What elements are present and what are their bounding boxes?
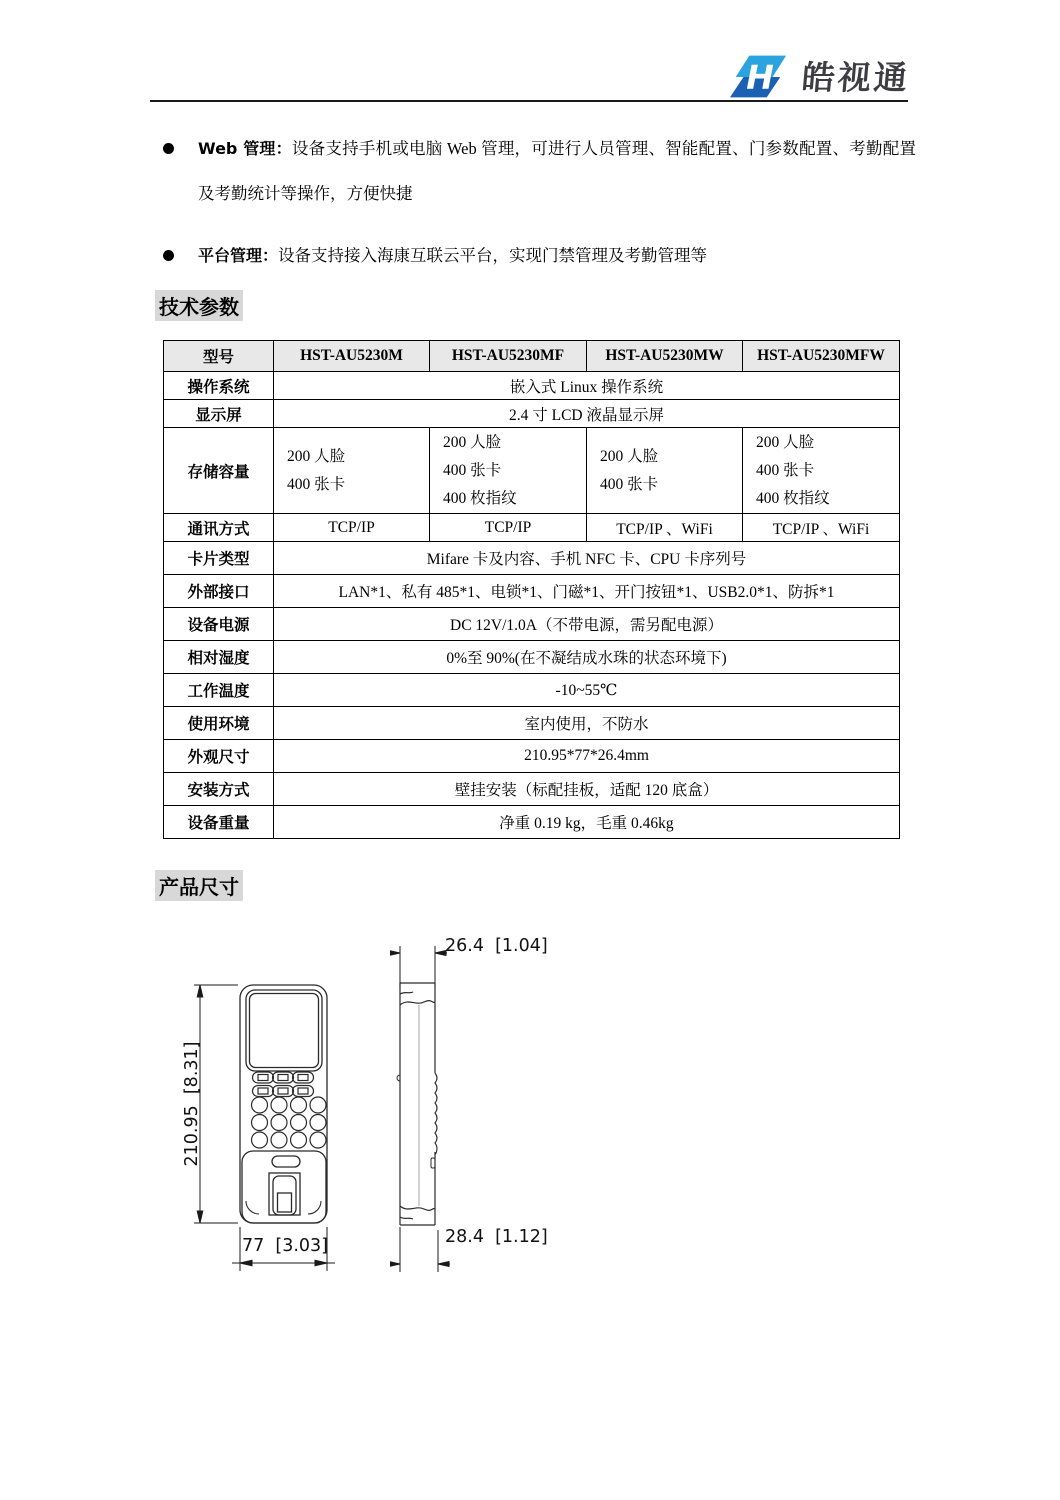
feature-text: 设备支持接入海康互联云平台，实现门禁管理及考勤管理等 bbox=[278, 246, 708, 265]
bullet-icon bbox=[163, 250, 174, 261]
feature-list bbox=[150, 126, 916, 295]
row-value: TCP/IP bbox=[430, 514, 587, 542]
bullet-icon bbox=[163, 143, 174, 154]
row-value bbox=[587, 428, 743, 514]
spec-table bbox=[163, 340, 900, 839]
row-label: 显示屏 bbox=[164, 400, 274, 428]
storage-line: 200 人脸 bbox=[443, 433, 502, 451]
row-label: 设备电源 bbox=[164, 608, 274, 641]
row-value bbox=[430, 428, 587, 514]
row-value: TCP/IP 、WiFi bbox=[587, 514, 743, 542]
row-value: 2.4 寸 LCD 液晶显示屏 bbox=[274, 400, 900, 428]
row-value bbox=[743, 428, 900, 514]
brand-name: 皓视通 bbox=[800, 58, 912, 97]
row-label: 通讯方式 bbox=[164, 514, 274, 542]
storage-line: 200 人脸 bbox=[287, 447, 346, 465]
storage-line: 200 人脸 bbox=[600, 447, 659, 465]
row-label: 外部接口 bbox=[164, 575, 274, 608]
row-value: 壁挂安装（标配挂板，适配 120 底盒） bbox=[274, 773, 900, 806]
row-value: 0%至 90%(在不凝结成水珠的状态环境下) bbox=[274, 641, 900, 674]
row-label: 卡片类型 bbox=[164, 542, 274, 575]
row-value: -10~55℃ bbox=[274, 674, 900, 707]
table-row bbox=[164, 707, 900, 740]
row-value: Mifare 卡及内容、手机 NFC 卡、CPU 卡序列号 bbox=[274, 542, 900, 575]
table-row bbox=[164, 575, 900, 608]
storage-line: 400 张卡 bbox=[443, 461, 502, 479]
table-row bbox=[164, 400, 900, 428]
feature-text: 设备支持手机或电脑 Web 管理，可进行人员管理、智能配置、门参数配置、考勤配置及考勤统计等操作，方便快捷 bbox=[198, 139, 916, 203]
column-header: HST-AU5230MF bbox=[430, 341, 587, 372]
row-value: LAN*1、私有 485*1、电锁*1、门磁*1、开门按钮*1、USB2.0*1、防拆*1 bbox=[274, 575, 900, 608]
brand-header bbox=[728, 52, 910, 99]
storage-line: 400 张卡 bbox=[287, 475, 346, 493]
storage-line: 400 张卡 bbox=[600, 475, 659, 493]
row-label: 设备重量 bbox=[164, 806, 274, 839]
table-row bbox=[164, 428, 900, 514]
table-row bbox=[164, 542, 900, 575]
section-title-dimensions: 产品尺寸 bbox=[155, 870, 243, 901]
row-value: 室内使用，不防水 bbox=[274, 707, 900, 740]
row-value: 净重 0.19 kg，毛重 0.46kg bbox=[274, 806, 900, 839]
section-title-specs: 技术参数 bbox=[155, 290, 243, 321]
row-value: TCP/IP 、WiFi bbox=[743, 514, 900, 542]
feature-label: Web 管理： bbox=[198, 139, 292, 158]
column-header: HST-AU5230M bbox=[274, 341, 430, 372]
row-label: 相对湿度 bbox=[164, 641, 274, 674]
table-row bbox=[164, 514, 900, 542]
column-header: HST-AU5230MFW bbox=[743, 341, 900, 372]
side-depth-top-dimension: 26.4 [1.04] bbox=[445, 936, 548, 956]
side-view-drawing bbox=[390, 930, 660, 1285]
table-row bbox=[164, 641, 900, 674]
table-row bbox=[164, 372, 900, 400]
header-divider bbox=[150, 100, 908, 102]
side-depth-bottom-dimension: 28.4 [1.12] bbox=[445, 1227, 548, 1247]
table-header-row bbox=[164, 341, 900, 372]
front-width-dimension: 77 [3.03] bbox=[241, 1236, 328, 1256]
row-value: 嵌入式 Linux 操作系统 bbox=[274, 372, 900, 400]
table-row bbox=[164, 806, 900, 839]
storage-line: 400 枚指纹 bbox=[756, 489, 830, 507]
row-label: 安装方式 bbox=[164, 773, 274, 806]
front-height-dimension: 210.95 [8.31] bbox=[182, 1041, 202, 1167]
row-label: 外观尺寸 bbox=[164, 740, 274, 773]
column-header: HST-AU5230MW bbox=[587, 341, 743, 372]
table-row bbox=[164, 740, 900, 773]
list-item bbox=[150, 126, 916, 216]
row-value: TCP/IP bbox=[274, 514, 430, 542]
table-row bbox=[164, 608, 900, 641]
row-label: 操作系统 bbox=[164, 372, 274, 400]
row-value bbox=[274, 428, 430, 514]
storage-line: 200 人脸 bbox=[756, 433, 815, 451]
feature-label: 平台管理： bbox=[198, 246, 279, 265]
svg-text:H: H bbox=[746, 57, 774, 97]
storage-line: 400 枚指纹 bbox=[443, 489, 517, 507]
table-row bbox=[164, 674, 900, 707]
list-item bbox=[150, 233, 916, 278]
row-label: 工作温度 bbox=[164, 674, 274, 707]
row-label: 存储容量 bbox=[164, 428, 274, 514]
storage-line: 400 张卡 bbox=[756, 461, 815, 479]
row-value: DC 12V/1.0A（不带电源，需另配电源） bbox=[274, 608, 900, 641]
row-label: 使用环境 bbox=[164, 707, 274, 740]
table-row bbox=[164, 773, 900, 806]
column-header: 型号 bbox=[164, 341, 274, 372]
row-value: 210.95*77*26.4mm bbox=[274, 740, 900, 773]
brand-logo-icon bbox=[728, 53, 790, 99]
